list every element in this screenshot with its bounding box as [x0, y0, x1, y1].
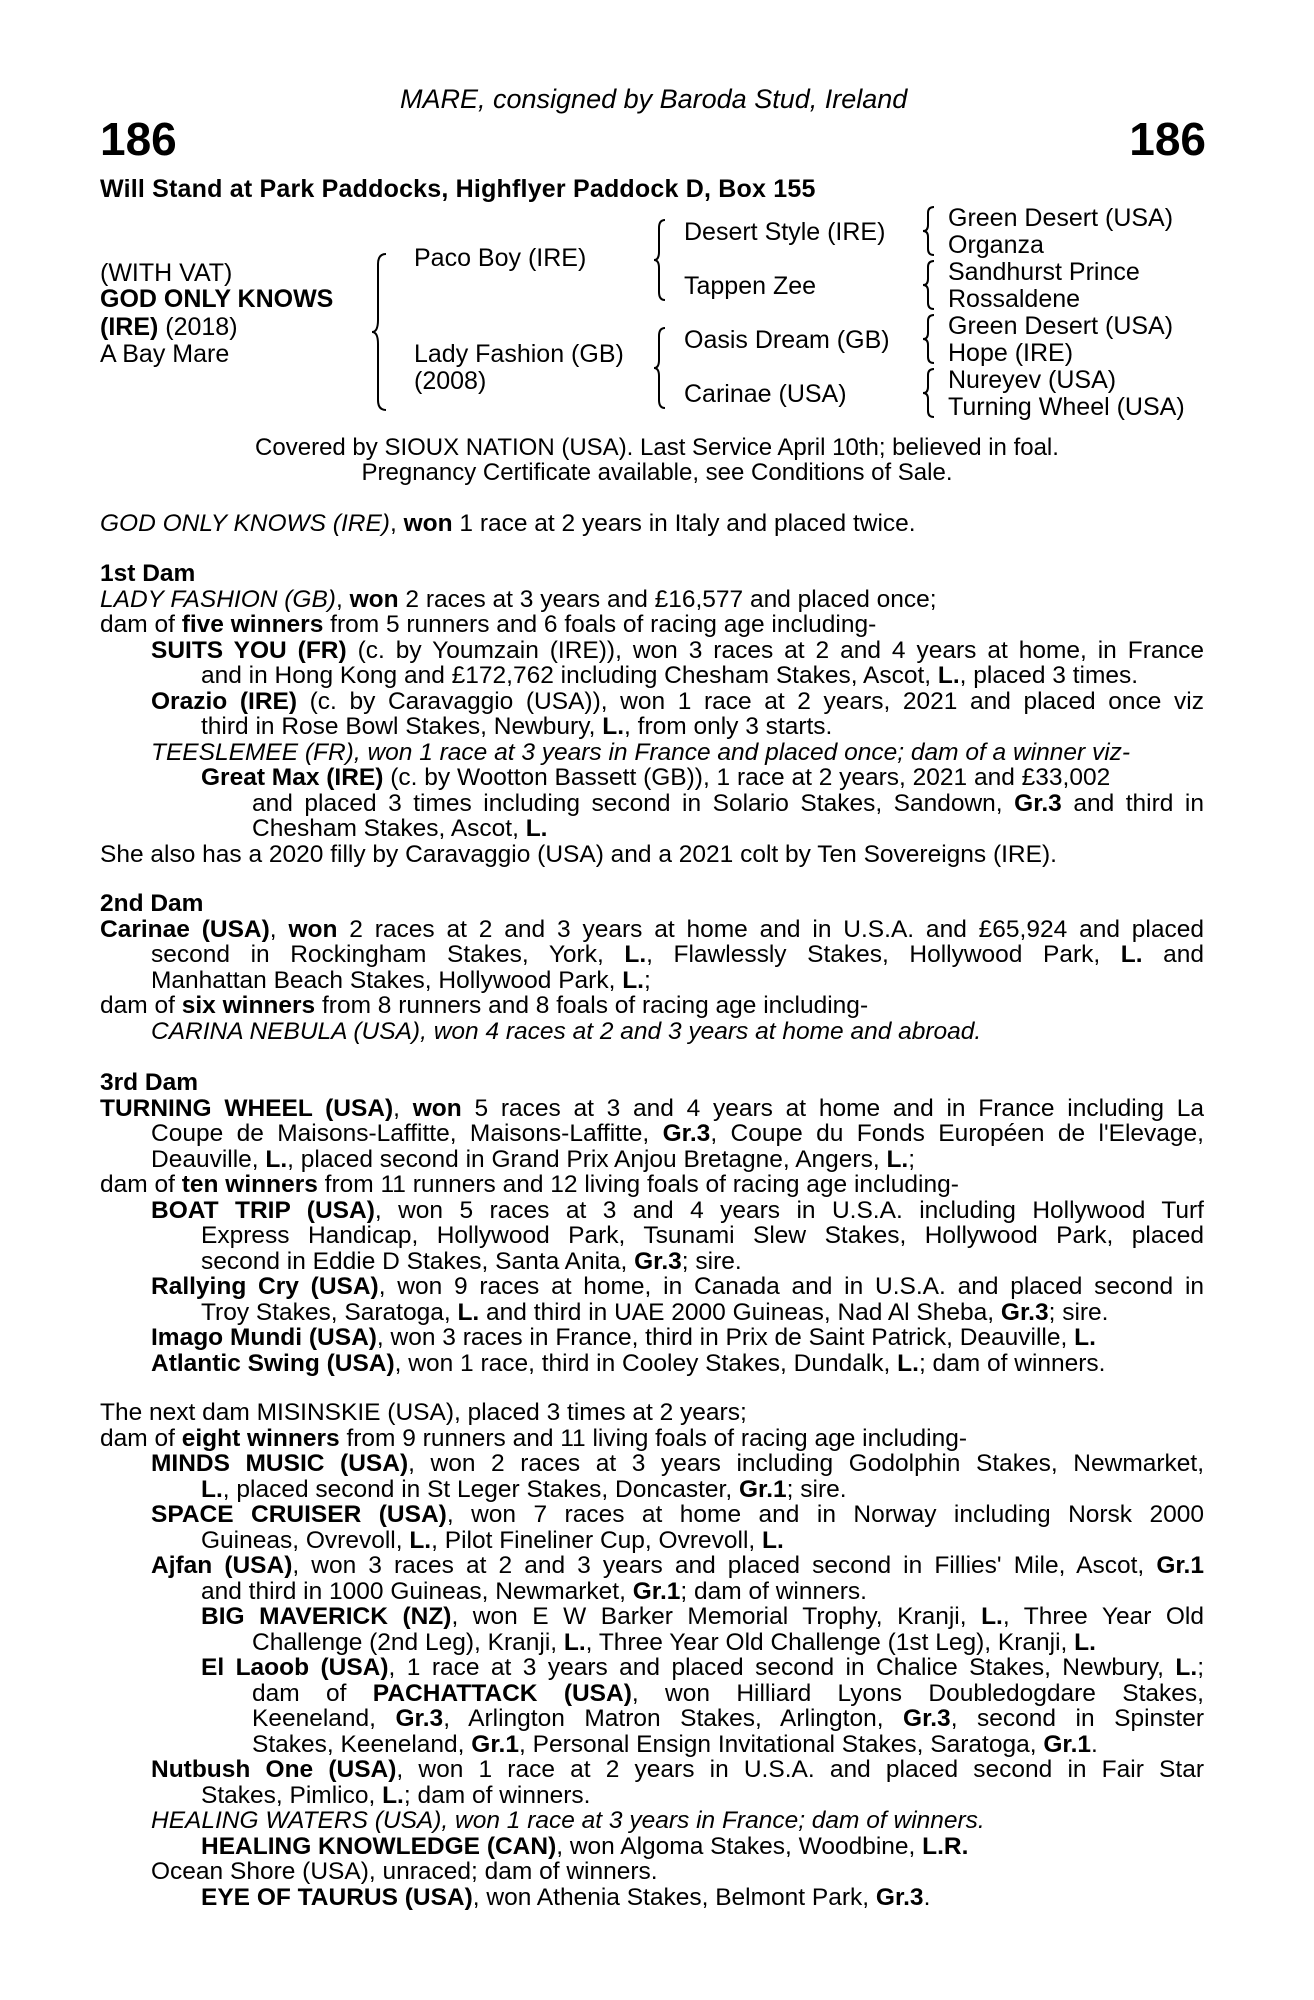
- vat-note: (WITH VAT): [100, 259, 233, 287]
- horse-record: GOD ONLY KNOWS (IRE), won 1 race at 2 years in Italy and placed twice.: [100, 511, 916, 537]
- dam-dam: Carinae (USA): [684, 380, 847, 408]
- sire: Paco Boy (IRE): [414, 244, 587, 272]
- dam: Lady Fashion (GB): [414, 340, 624, 368]
- first-dam-section: 1st Dam LADY FASHION (GB), won 2 races at 3 years and £16,577 and placed once; dam of five winners from 5 runners and 6 foals of racing age including- SUITS YOU (FR) (c. by Youmzain (IRE)), won 3 races at 2 and 4 years at home, in France and in Hong Kong and £172,762 including Chesham Stakes, Ascot, L., placed 3 times. Orazio (IRE) (c. by Caravaggio (USA)), won 1 race at 2 years, 2021 and placed once viz third in Rose Bowl Stakes, Newbury, L., from only 3 starts. TEESLEMEE (FR), won 1 race at 3 years in France and placed once; dam of a winner viz- Great Max (IRE) (c. by Wootton Bassett (GB)), 1 race at 2 years, 2021 and £33,002 and placed 3 times including second in Solario Stakes, Sandown, Gr.3 and third in Chesham Stakes, Ascot, L. She also has a 2020 filly by Caravaggio (USA) and a 2021 colt by Ten Sovereigns (IRE).: [100, 561, 1204, 867]
- covered-note: [0, 435, 1314, 485]
- horse-description: A Bay Mare: [100, 340, 230, 368]
- gg-8: Turning Wheel (USA): [948, 393, 1185, 421]
- gg-1: Green Desert (USA): [948, 204, 1174, 232]
- brace-sire: [652, 218, 668, 302]
- pregnancy-line: Pregnancy Certificate available, see Conditions of Sale.: [361, 459, 953, 486]
- brace-main: [370, 252, 390, 412]
- stand-location: Will Stand at Park Paddocks, Highflyer Paddock D, Box 155: [100, 175, 816, 203]
- lot-number-left: 186: [100, 113, 177, 165]
- third-dam-section: 3rd Dam TURNING WHEEL (USA), won 5 races at 3 and 4 years at home and in France including La Coupe de Maisons-Laffitte, Maisons-Laffitte, Gr.3, Coupe du Fonds Européen de l'Elevage, Deauville, L., placed second in Grand Prix Anjou Bretagne, Angers, L.; dam of ten winners from 11 runners and 12 living foals of racing age including- BOAT TRIP (USA), won 5 races at 3 and 4 years in U.S.A. including Hollywood Turf Express Handicap, Hollywood Park, Tsunami Slew Stakes, Hollywood Park, placed second in Eddie D Stakes, Santa Anita, Gr.3; sire. Rallying Cry (USA), won 9 races at home, in Canada and in U.S.A. and placed second in Troy Stakes, Saratoga, L. and third in UAE 2000 Guineas, Nad Al Sheba, Gr.3; sire. Imago Mundi (USA), won 3 races in France, third in Prix de Saint Patrick, Deauville, L. Atlantic Swing (USA), won 1 race, third in Cooley Stakes, Dundalk, L.; dam of winners.: [100, 1070, 1204, 1376]
- horse-name: GOD ONLY KNOWS: [100, 285, 334, 313]
- brace-g4: [922, 367, 936, 419]
- gg-2: Organza: [948, 231, 1044, 259]
- gg-3: Sandhurst Prince: [948, 258, 1140, 286]
- brace-g1: [922, 205, 936, 257]
- horse-name-year: (IRE) (2018): [100, 313, 238, 341]
- first-dam-title: 1st Dam: [100, 561, 196, 587]
- second-dam-section: 2nd Dam Carinae (USA), won 2 races at 2 and 3 years at home and in U.S.A. and £65,924 and placed second in Rockingham Stakes, York, L., Flawlessly Stakes, Hollywood Park, L. and Manhattan Beach Stakes, Hollywood Park, L.; dam of six winners from 8 runners and 8 foals of racing age including- CARINA NEBULA (USA), won 4 races at 2 and 3 years at home and abroad.: [100, 891, 1204, 1044]
- brace-g2: [922, 259, 936, 311]
- third-dam-title: 3rd Dam: [100, 1070, 199, 1096]
- gg-4: Rossaldene: [948, 285, 1081, 313]
- brace-g3: [922, 313, 936, 365]
- brace-dam: [652, 326, 668, 410]
- gg-7: Nureyev (USA): [948, 366, 1117, 394]
- sire-sire: Desert Style (IRE): [684, 218, 886, 246]
- gg-5: Green Desert (USA): [948, 312, 1174, 340]
- sire-dam: Tappen Zee: [684, 272, 817, 300]
- lot-number-right: 186: [1129, 113, 1206, 165]
- dam-year: (2008): [414, 367, 487, 395]
- next-dam-section: The next dam MISINSKIE (USA), placed 3 times at 2 years; dam of eight winners from 9 runners and 11 living foals of racing age including- MINDS MUSIC (USA), won 2 races at 3 years including Godolphin Stakes, Newmarket, L., placed second in St Leger Stakes, Doncaster, Gr.1; sire. SPACE CRUISER (USA), won 7 races at home and in Norway including Norsk 2000 Guineas, Ovrevoll, L., Pilot Fineliner Cup, Ovrevoll, L. Ajfan (USA), won 3 races at 2 and 3 years and placed second in Fillies' Mile, Ascot, Gr.1 and third in 1000 Guineas, Newmarket, Gr.1; dam of winners. BIG MAVERICK (NZ), won E W Barker Memorial Trophy, Kranji, L., Three Year Old Challenge (2nd Leg), Kranji, L., Three Year Old Challenge (1st Leg), Kranji, L. El Laoob (USA), 1 race at 3 years and placed second in Chalice Stakes, Newbury, L.; dam of PACHATTACK (USA), won Hilliard Lyons Doubledogdare Stakes, Keeneland, Gr.3, Arlington Matron Stakes, Arlington, Gr.3, second in Spinster Stakes, Keeneland, Gr.1, Personal Ensign Invitational Stakes, Saratoga, Gr.1. Nutbush One (USA), won 1 race at 2 years in U.S.A. and placed second in Fair Star Stakes, Pimlico, L.; dam of winners. HEALING WATERS (USA), won 1 race at 3 years in France; dam of winners. HEALING KNOWLEDGE (CAN), won Algoma Stakes, Woodbine, L.R. Ocean Shore (USA), unraced; dam of winners. EYE OF TAURUS (USA), won Athenia Stakes, Belmont Park, Gr.3.: [100, 1400, 1204, 1910]
- dam-sire: Oasis Dream (GB): [684, 326, 890, 354]
- covered-line: Covered by SIOUX NATION (USA). Last Service April 10th; believed in foal.: [255, 434, 1059, 461]
- horse-record-name: GOD ONLY KNOWS (IRE): [100, 511, 390, 537]
- gg-6: Hope (IRE): [948, 339, 1074, 367]
- second-dam-title: 2nd Dam: [100, 891, 204, 917]
- consignor-line: MARE, consigned by Baroda Stud, Ireland: [400, 84, 908, 114]
